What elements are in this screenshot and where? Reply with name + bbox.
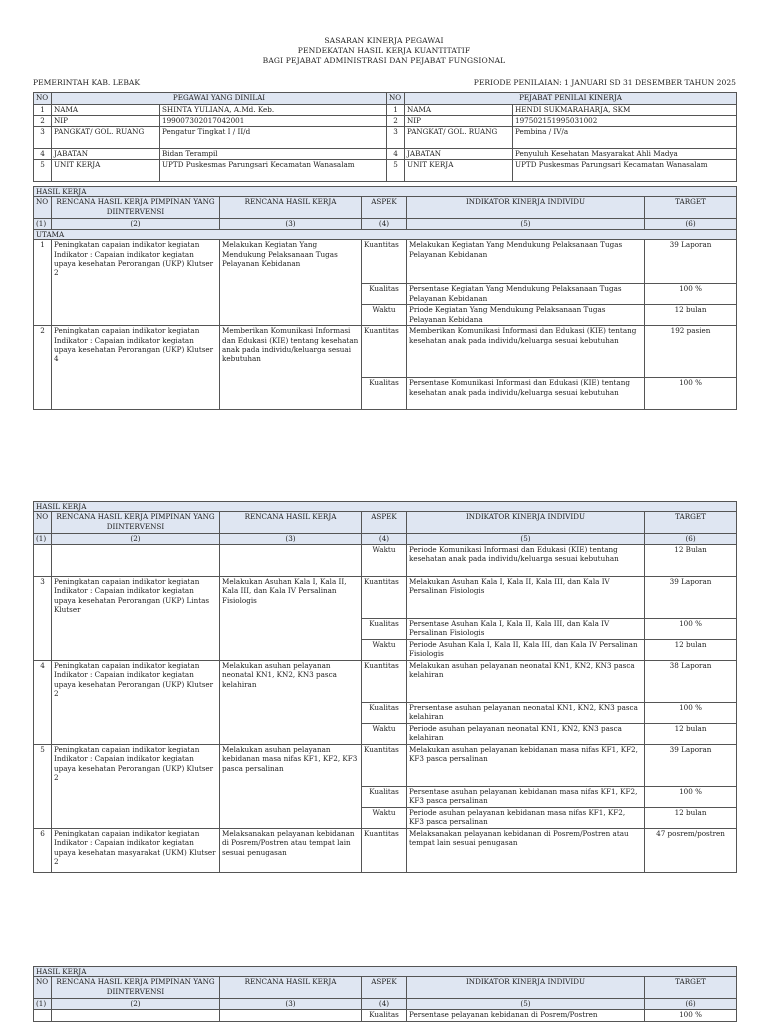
pegawai-jabatan: Bidan Terampil	[160, 149, 387, 160]
table-row	[34, 744, 737, 786]
row-no: 5	[387, 160, 405, 182]
row-label: JABATAN	[52, 149, 160, 160]
row-target: 100 %	[645, 618, 737, 639]
col-num: (6)	[645, 534, 737, 544]
hasil-kerja-table-2	[33, 501, 737, 873]
table-row	[34, 240, 737, 284]
col-num: (3)	[220, 534, 362, 544]
row-indikator: Melakukan asuhan pelayanan neonatal KN1, KN2, KN3 pasca kelahiran	[407, 660, 645, 702]
row-aspek: Waktu	[362, 305, 407, 326]
row-indikator: Prersentase asuhan pelayanan neonatal KN1, KN2, KN3 pasca kelahiran	[407, 702, 645, 723]
row-no: 2	[34, 326, 52, 410]
col-aspek: ASPEK	[362, 512, 407, 534]
col-aspek: ASPEK	[362, 197, 407, 219]
row-indikator: Melakukan Asuhan Kala I, Kala II, Kala III, dan Kala IV Persalinan Fisiologis	[407, 576, 645, 618]
col-indikator: INDIKATOR KINERJA INDIVIDU	[407, 197, 645, 219]
row-indikator: Periode asuhan pelayanan neonatal KN1, KN2, KN3 pasca kelahiran	[407, 723, 645, 744]
col-num: (2)	[52, 219, 220, 229]
table-row	[34, 326, 737, 378]
row-indikator: Persentase Asuhan Kala I, Kala II, Kala III, dan Kala IV Persalinan Fisiologis	[407, 618, 645, 639]
row-indikator: Melakukan asuhan pelayanan kebidanan masa nifas KF1, KF2, KF3 pasca persalinan	[407, 744, 645, 786]
col-num: (3)	[220, 219, 362, 229]
col-num: (1)	[34, 999, 52, 1009]
col-indikator: INDIKATOR KINERJA INDIVIDU	[407, 977, 645, 999]
penilai-unit: UPTD Puskesmas Parungsari Kecamatan Wanasalam	[513, 160, 737, 182]
col-target: TARGET	[645, 512, 737, 534]
row-no: 1	[34, 105, 52, 116]
row-indikator: Melakukan Kegiatan Yang Mendukung Pelaksanaan Tugas Pelayanan Kebidanan	[407, 240, 645, 284]
penilai-nip: 197502151995031002	[513, 116, 737, 127]
row-pimpinan: Peningkatan capaian indikator kegiatan Indikator : Capaian indikator kegiatan upaya kesehatan Perorangan (UKP) Klutser 2	[52, 660, 220, 744]
pegawai-unit: UPTD Puskesmas Parungsari Kecamatan Wanasalam	[160, 160, 387, 182]
row-target: 192 pasien	[645, 326, 737, 378]
row-indikator: Persentase Kegiatan Yang Mendukung Pelaksanaan Tugas Pelayanan Kebidanan	[407, 284, 645, 305]
periode-label: PERIODE PENILAIAN: 1 JANUARI SD 31 DESEMBER TAHUN 2025	[473, 78, 736, 87]
row-target: 12 bulan	[645, 723, 737, 744]
col-num: (5)	[407, 219, 645, 229]
row-rencana: Melakukan Kegiatan Yang Mendukung Pelaksanaan Tugas Pelayanan Kebidanan	[220, 240, 362, 326]
row-target: 100 %	[645, 702, 737, 723]
row-pimpinan: Peningkatan capaian indikator kegiatan Indikator : Capaian indikator kegiatan upaya kesehatan masyarakat (UKM) Klutser 2	[52, 828, 220, 872]
row-indikator: Persentase asuhan pelayanan kebidanan masa nifas KF1, KF2, KF3 pasca persalinan	[407, 786, 645, 807]
penilai-jabatan: Penyuluh Kesehatan Masyarakat Ahli Madya	[513, 149, 737, 160]
col-num: (6)	[645, 219, 737, 229]
row-target: 38 Laporan	[645, 660, 737, 702]
row-rencana: Melakukan Asuhan Kala I, Kala II, Kala III, dan Kala IV Persalinan Fisiologis	[220, 576, 362, 660]
col-num: (4)	[362, 534, 407, 544]
row-label: NAMA	[52, 105, 160, 116]
row-no: 4	[34, 660, 52, 744]
row-aspek: Kualitas	[362, 1009, 407, 1021]
col-num: (3)	[220, 999, 362, 1009]
row-target: 12 bulan	[645, 639, 737, 660]
row-indikator: Periode asuhan pelayanan kebidanan masa nifas KF1, KF2, KF3 pasca persalinan	[407, 807, 645, 828]
doc-title-3: BAGI PEJABAT ADMINISTRASI DAN PEJABAT FUNGSIONAL	[262, 56, 506, 65]
row-no: 6	[34, 828, 52, 872]
identity-table	[33, 92, 737, 182]
col-rencana: RENCANA HASIL KERJA	[220, 977, 362, 999]
utama-label: UTAMA	[34, 229, 737, 239]
row-target: 100 %	[645, 786, 737, 807]
row-no: 1	[34, 240, 52, 326]
row-no: 5	[34, 744, 52, 828]
row-target: 39 Laporan	[645, 240, 737, 284]
col-num: (1)	[34, 534, 52, 544]
col-num: (6)	[645, 999, 737, 1009]
row-aspek: Kuantitas	[362, 828, 407, 872]
row-aspek: Kualitas	[362, 284, 407, 305]
pemerintah-label: PEMERINTAH KAB. LEBAK	[33, 78, 141, 87]
col-pimpinan: RENCANA HASIL KERJA PIMPINAN YANG DIINTERVENSI	[52, 197, 220, 219]
col-num: (1)	[34, 219, 52, 229]
row-no: 5	[34, 160, 52, 182]
row-aspek: Kualitas	[362, 378, 407, 410]
row-rencana: Memberikan Komunikasi Informasi dan Edukasi (KIE) tentang kesehatan anak pada individu/keluarga sesuai kebutuhan	[220, 326, 362, 410]
table-row	[34, 660, 737, 702]
row-target: 12 Bulan	[645, 544, 737, 576]
row-label: JABATAN	[405, 149, 513, 160]
row-indikator: Memberikan Komunikasi Informasi dan Edukasi (KIE) tentang kesehatan anak pada individu/keluarga sesuai kebutuhan	[407, 326, 645, 378]
pegawai-nip: 199007302017042001	[160, 116, 387, 127]
row-rencana: Melaksanakan pelayanan kebidanan di Posrem/Postren atau tempat lain sesuai penugasan	[220, 828, 362, 872]
col-aspek: ASPEK	[362, 977, 407, 999]
row-no: 4	[34, 149, 52, 160]
row-indikator: Melaksanakan pelayanan kebidanan di Posrem/Postren atau tempat lain sesuai penugasan	[407, 828, 645, 872]
row-label: NIP	[52, 116, 160, 127]
no-header-right: NO	[387, 93, 405, 105]
row-label: PANGKAT/ GOL. RUANG	[52, 127, 160, 149]
row-label: UNIT KERJA	[405, 160, 513, 182]
col-target: TARGET	[645, 977, 737, 999]
col-num: (2)	[52, 534, 220, 544]
row-aspek: Waktu	[362, 544, 407, 576]
row-target: 100 %	[645, 378, 737, 410]
row-label: PANGKAT/ GOL. RUANG	[405, 127, 513, 149]
row-aspek: Kuantitas	[362, 576, 407, 618]
col-no: NO	[34, 512, 52, 534]
col-no: NO	[34, 977, 52, 999]
col-indikator: INDIKATOR KINERJA INDIVIDU	[407, 512, 645, 534]
pegawai-pangkat: Pengatur Tingkat I / II/d	[160, 127, 387, 149]
row-no: 3	[34, 127, 52, 149]
col-num: (5)	[407, 534, 645, 544]
row-label: NIP	[405, 116, 513, 127]
penilai-pangkat: Pembina / IV/a	[513, 127, 737, 149]
row-no: 3	[387, 127, 405, 149]
row-rencana: Melakukan asuhan pelayanan kebidanan masa nifas KF1, KF2, KF3 pasca persalinan	[220, 744, 362, 828]
col-rencana: RENCANA HASIL KERJA	[220, 197, 362, 219]
col-no: NO	[34, 197, 52, 219]
row-no: 4	[387, 149, 405, 160]
row-no: 2	[34, 116, 52, 127]
no-header: NO	[34, 93, 52, 105]
hasil-kerja-table-1	[33, 186, 737, 410]
row-pimpinan: Peningkatan capaian indikator kegiatan Indikator : Capaian indikator kegiatan upaya kesehatan Perorangan (UKP) Klutser 4	[52, 326, 220, 410]
row-aspek: Kuantitas	[362, 326, 407, 378]
row-target: 100 %	[645, 284, 737, 305]
row-aspek: Kuantitas	[362, 660, 407, 702]
doc-title-2: PENDEKATAN HASIL KERJA KUANTITATIF	[297, 46, 471, 55]
col-num: (4)	[362, 999, 407, 1009]
row-aspek: Kualitas	[362, 786, 407, 807]
section-title: HASIL KERJA	[34, 502, 737, 512]
row-no: 1	[387, 105, 405, 116]
row-label: UNIT KERJA	[52, 160, 160, 182]
row-indikator: Persentase Komunikasi Informasi dan Edukasi (KIE) tentang kesehatan anak pada individu/keluarga sesuai kebutuhan	[407, 378, 645, 410]
doc-title-1: SASARAN KINERJA PEGAWAI	[324, 36, 444, 45]
penilai-nama: HENDI SUKMARAHARJA, SKM	[513, 105, 737, 116]
penilai-header: PEJABAT PENILAI KINERJA	[405, 93, 737, 105]
section-title: HASIL KERJA	[34, 187, 737, 197]
col-rencana: RENCANA HASIL KERJA	[220, 512, 362, 534]
row-label: NAMA	[405, 105, 513, 116]
row-pimpinan: Peningkatan capaian indikator kegiatan Indikator : Capaian indikator kegiatan upaya kesehatan Perorangan (UKP) Klutser 2	[52, 240, 220, 326]
row-indikator: Persentase pelayanan kebidanan di Posrem/Postren	[407, 1009, 645, 1021]
col-num: (2)	[52, 999, 220, 1009]
row-indikator: Periode Asuhan Kala I, Kala II, Kala III, dan Kala IV Persalinan Fisiologis	[407, 639, 645, 660]
row-aspek: Kuantitas	[362, 744, 407, 786]
col-target: TARGET	[645, 197, 737, 219]
pegawai-nama: SHINTA YULIANA, A.Md. Keb.	[160, 105, 387, 116]
hasil-kerja-table-3	[33, 966, 737, 1022]
row-aspek: Waktu	[362, 639, 407, 660]
col-num: (5)	[407, 999, 645, 1009]
table-row	[34, 576, 737, 618]
row-aspek: Kuantitas	[362, 240, 407, 284]
row-target: 39 Laporan	[645, 744, 737, 786]
row-aspek: Waktu	[362, 807, 407, 828]
row-target: 39 Laporan	[645, 576, 737, 618]
row-no: 2	[387, 116, 405, 127]
row-aspek: Kualitas	[362, 702, 407, 723]
table-row	[34, 828, 737, 872]
row-pimpinan: Peningkatan capaian indikator kegiatan Indikator : Capaian indikator kegiatan upaya kesehatan Perorangan (UKP) Lintas Klutser	[52, 576, 220, 660]
row-target: 12 bulan	[645, 305, 737, 326]
row-no: 3	[34, 576, 52, 660]
col-pimpinan: RENCANA HASIL KERJA PIMPINAN YANG DIINTERVENSI	[52, 977, 220, 999]
row-target: 12 bulan	[645, 807, 737, 828]
col-num: (4)	[362, 219, 407, 229]
row-aspek: Kualitas	[362, 618, 407, 639]
section-title: HASIL KERJA	[34, 967, 737, 977]
row-aspek: Waktu	[362, 723, 407, 744]
row-target: 47 posrem/postren	[645, 828, 737, 872]
row-target: 100 %	[645, 1009, 737, 1021]
row-rencana: Melakukan asuhan pelayanan neonatal KN1, KN2, KN3 pasca kelahiran	[220, 660, 362, 744]
row-indikator: Periode Komunikasi Informasi dan Edukasi (KIE) tentang kesehatan anak pada individu/keluarga sesuai kebutuhan	[407, 544, 645, 576]
col-pimpinan: RENCANA HASIL KERJA PIMPINAN YANG DIINTERVENSI	[52, 512, 220, 534]
row-indikator: Priode Kegiatan Yang Mendukung Pelaksanaan Tugas Pelayanan Kebidana	[407, 305, 645, 326]
pegawai-header: PEGAWAI YANG DINILAI	[52, 93, 387, 105]
row-pimpinan: Peningkatan capaian indikator kegiatan Indikator : Capaian indikator kegiatan upaya kesehatan Perorangan (UKP) Klutser 2	[52, 744, 220, 828]
